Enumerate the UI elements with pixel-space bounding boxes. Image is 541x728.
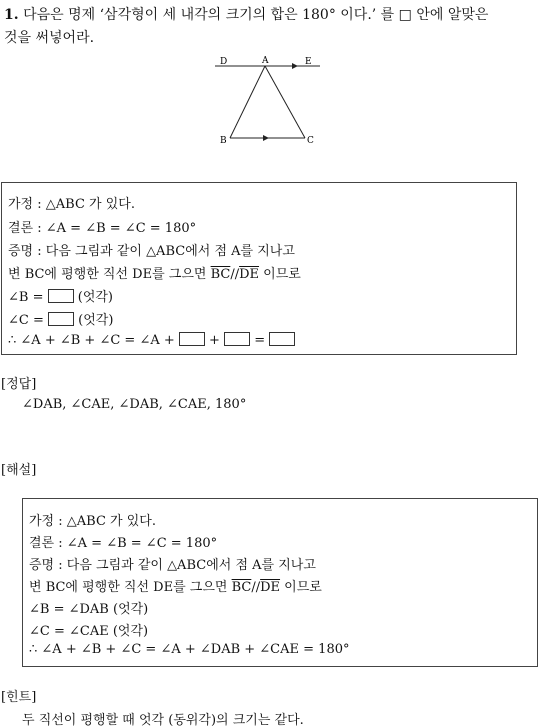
hint-label: [힌트] (1, 690, 37, 705)
label-b: B (220, 136, 227, 146)
hypothesis: 가정 : △ABC 가 있다. (8, 197, 135, 212)
segment-de: $\overline{DE}$ (239, 267, 260, 282)
label-e: E (305, 57, 312, 67)
answer-label: [정답] (1, 377, 37, 392)
side-ab (230, 66, 265, 138)
conclusion: 결론 : ∠A = ∠B = ∠C = 180° (8, 221, 197, 236)
answer-text: ∠DAB, ∠CAE, ∠DAB, ∠CAE, 180° (22, 397, 247, 412)
exp-angle-b-line: ∠B = ∠DAB (엇각) (29, 602, 149, 617)
question-text: 다음은 명제 ‘삼각형이 세 내각의 크기의 합은 180° 이다.’ 를 □ 안에 알맞은 (23, 7, 489, 23)
proof-line-2: 변 BC에 평행한 직선 DE를 그으면 $\overline{BC}//\overline{DE}$ 이므로 (8, 267, 301, 282)
explanation-box (22, 498, 538, 667)
side-ac (265, 66, 305, 138)
proof-box (1, 182, 517, 355)
arrow-bc (263, 135, 269, 141)
question-line-1 (4, 4, 488, 24)
sum-line: ∴ ∠A + ∠B + ∠C = ∠A + + = (8, 332, 295, 348)
triangle-figure (205, 52, 330, 152)
exp-proof-line-1: 증명 : 다음 그림과 같이 △ABC에서 점 A를 지나고 (29, 558, 316, 573)
question-number: 1. (4, 7, 19, 23)
hint-text: 두 직선이 평행할 때 엇각 (동위각)의 크기는 같다. (22, 713, 304, 728)
segment-bc: $\overline{BC}$ (210, 267, 231, 282)
exp-hypothesis: 가정 : △ABC 가 있다. (29, 514, 156, 529)
exp-proof-line-2: 변 BC에 평행한 직선 DE를 그으면 $\overline{BC}//\overline{DE}$ 이므로 (29, 580, 322, 595)
blank-2[interactable] (48, 312, 74, 326)
label-d: D (220, 57, 228, 67)
arrow-de (292, 63, 298, 69)
exp-segment-de: $\overline{DE}$ (260, 580, 281, 595)
blank-5[interactable] (269, 332, 295, 346)
exp-angle-c-line: ∠C = ∠CAE (엇각) (29, 624, 149, 639)
label-c: C (307, 136, 314, 146)
angle-b-line: ∠B = (엇각) (8, 290, 114, 305)
angle-c-line: ∠C = (엇각) (8, 313, 114, 328)
exp-sum-line: ∴ ∠A + ∠B + ∠C = ∠A + ∠DAB + ∠CAE = 180° (29, 642, 350, 657)
exp-segment-bc: $\overline{BC}$ (231, 580, 252, 595)
explanation-label: [해설] (1, 463, 37, 478)
blank-3[interactable] (179, 332, 205, 346)
question-line-2: 것을 써넣어라. (4, 30, 95, 46)
blank-4[interactable] (224, 332, 250, 346)
label-a: A (262, 56, 269, 66)
blank-1[interactable] (48, 289, 74, 303)
proof-line-1: 증명 : 다음 그림과 같이 △ABC에서 점 A를 지나고 (8, 244, 295, 259)
exp-conclusion: 결론 : ∠A = ∠B = ∠C = 180° (29, 536, 218, 551)
